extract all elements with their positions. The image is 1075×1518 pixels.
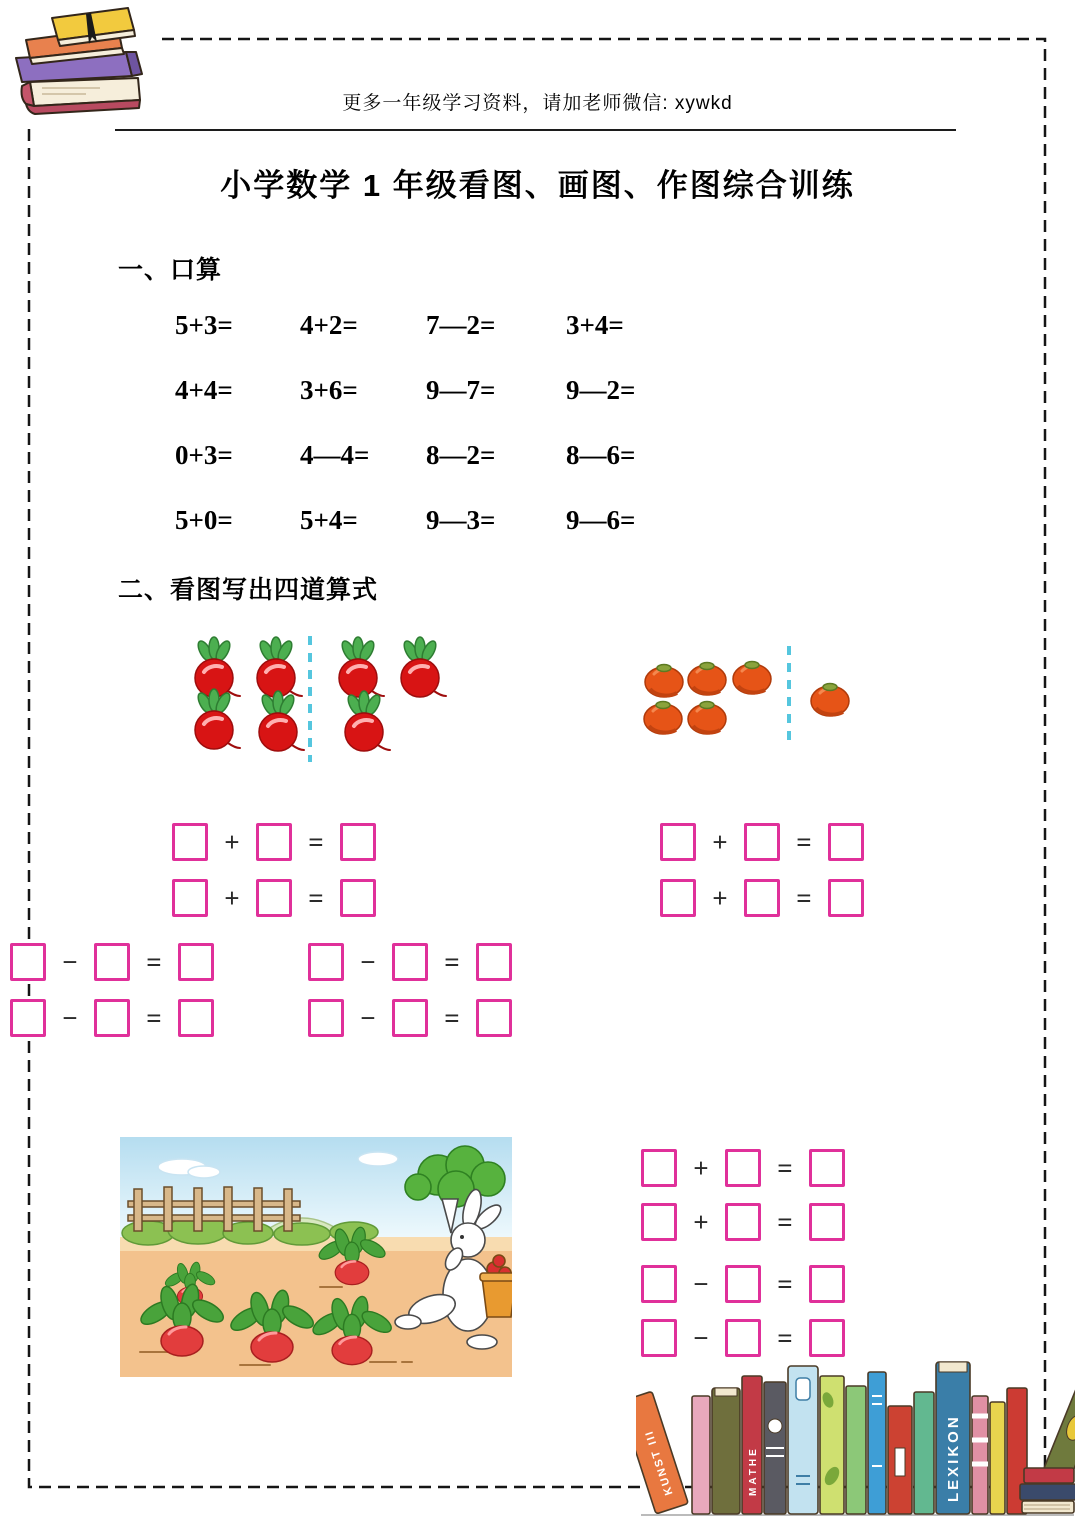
answer-box[interactable] [94, 943, 130, 981]
answer-box[interactable] [641, 1149, 677, 1187]
radish-icon [259, 691, 304, 751]
answer-box[interactable] [10, 943, 46, 981]
equation-row [660, 879, 864, 917]
tomato-icon [733, 662, 771, 695]
oral-problem: 3+4= [566, 310, 624, 340]
oral-problem: 4—4= [300, 440, 370, 470]
answer-box[interactable] [340, 823, 376, 861]
answer-box[interactable] [828, 879, 864, 917]
oral-problem: 5+0= [175, 505, 233, 535]
answer-box[interactable] [660, 823, 696, 861]
answer-box[interactable] [809, 1203, 845, 1241]
oral-problem: 5+4= [300, 505, 358, 535]
oral-problem: 9—6= [566, 505, 636, 535]
equation-row [641, 1149, 845, 1187]
equals-sign: = [777, 1153, 793, 1183]
answer-box[interactable] [10, 999, 46, 1037]
answer-box[interactable] [725, 1149, 761, 1187]
equals-sign: = [308, 827, 324, 857]
answer-box[interactable] [172, 879, 208, 917]
oral-problems-row [175, 310, 676, 341]
equation-row [641, 1265, 845, 1303]
section-2-heading: 二、看图写出四道算式 [118, 576, 379, 604]
answer-box[interactable] [476, 999, 512, 1037]
bookshelf-illustration [636, 1356, 1075, 1518]
equals-sign: = [777, 1269, 793, 1299]
equation-row [172, 823, 376, 861]
oral-problem: 8—2= [426, 440, 496, 470]
equation-row [660, 823, 864, 861]
oral-problem: 3+6= [300, 375, 358, 405]
tomato-icon [688, 663, 726, 696]
radish-picture [182, 634, 458, 766]
radish-icon [195, 637, 240, 697]
oral-problem: 4+2= [300, 310, 358, 340]
plus-sign: + [224, 883, 240, 913]
oral-problem: 9—3= [426, 505, 496, 535]
oral-problems-row [175, 440, 676, 471]
equation-row [172, 879, 376, 917]
answer-box[interactable] [256, 879, 292, 917]
plus-sign: + [712, 827, 728, 857]
equals-sign: = [444, 1003, 460, 1033]
svg-text:LEXIKON: LEXIKON [945, 1414, 962, 1502]
leaning-book [1043, 1383, 1075, 1482]
answer-box[interactable] [809, 1265, 845, 1303]
answer-box[interactable] [340, 879, 376, 917]
equation-row [308, 999, 512, 1037]
oral-problem: 7—2= [426, 310, 496, 340]
tomato-icon [645, 665, 683, 698]
equation-group-tomato-addition [660, 823, 864, 917]
garden-picture [120, 1137, 512, 1377]
answer-box[interactable] [172, 823, 208, 861]
oral-problems-row [175, 505, 676, 536]
equals-sign: = [146, 947, 162, 977]
answer-box[interactable] [392, 943, 428, 981]
tomato-icon [688, 702, 726, 735]
answer-box[interactable] [178, 943, 214, 981]
tomato-icon [811, 684, 849, 717]
oral-problem: 8—6= [566, 440, 636, 470]
equation-row [308, 943, 512, 981]
answer-box[interactable] [392, 999, 428, 1037]
answer-box[interactable] [641, 1203, 677, 1241]
oral-problem: 5+3= [175, 310, 233, 340]
svg-text:MATHE: MATHE [748, 1446, 759, 1496]
answer-box[interactable] [94, 999, 130, 1037]
radish-icon [195, 689, 240, 749]
radish-icon [345, 691, 390, 751]
radish-icon [401, 637, 446, 697]
answer-box[interactable] [641, 1265, 677, 1303]
minus-sign: − [693, 1269, 709, 1299]
oral-problem: 4+4= [175, 375, 233, 405]
answer-box[interactable] [308, 999, 344, 1037]
section-1-heading: 一、口算 [118, 256, 223, 284]
equation-row [10, 943, 214, 981]
equation-row [10, 999, 214, 1037]
answer-box[interactable] [744, 823, 780, 861]
oral-problems-row [175, 375, 676, 406]
answer-box[interactable] [725, 1203, 761, 1241]
svg-text:KUNST III: KUNST III [642, 1428, 676, 1497]
answer-box[interactable] [641, 1319, 677, 1357]
answer-box[interactable] [809, 1319, 845, 1357]
equation-row [641, 1319, 845, 1357]
plus-sign: + [693, 1207, 709, 1237]
minus-sign: − [360, 947, 376, 977]
answer-box[interactable] [809, 1149, 845, 1187]
equation-row [641, 1203, 845, 1241]
equation-group-radish-addition [172, 823, 376, 917]
minus-sign: − [360, 1003, 376, 1033]
radish-icon [339, 637, 384, 697]
equation-group-radish-subtraction [10, 943, 214, 1037]
radish-icon [257, 637, 302, 697]
header-rule [115, 129, 956, 131]
equation-group-tomato-subtraction [308, 943, 512, 1037]
minus-sign: − [62, 1003, 78, 1033]
header-note: 更多一年级学习资料，请加老师微信: xywkd [342, 93, 733, 114]
oral-problem: 9—2= [566, 375, 636, 405]
oral-problem: 0+3= [175, 440, 233, 470]
leaning-book [636, 1391, 688, 1514]
minus-sign: − [62, 947, 78, 977]
answer-box[interactable] [725, 1265, 761, 1303]
answer-box[interactable] [256, 823, 292, 861]
equals-sign: = [777, 1207, 793, 1237]
answer-box[interactable] [308, 943, 344, 981]
answer-box[interactable] [660, 879, 696, 917]
equation-group-garden [641, 1149, 845, 1357]
plus-sign: + [224, 827, 240, 857]
equals-sign: = [308, 883, 324, 913]
plus-sign: + [693, 1153, 709, 1183]
tomato-icon [644, 702, 682, 735]
equals-sign: = [777, 1323, 793, 1353]
answer-box[interactable] [178, 999, 214, 1037]
answer-box[interactable] [725, 1319, 761, 1357]
equals-sign: = [444, 947, 460, 977]
minus-sign: − [693, 1323, 709, 1353]
equals-sign: = [796, 827, 812, 857]
equals-sign: = [796, 883, 812, 913]
oral-problem: 9—7= [426, 375, 496, 405]
tomato-picture [638, 646, 910, 750]
plus-sign: + [712, 883, 728, 913]
answer-box[interactable] [744, 879, 780, 917]
answer-box[interactable] [828, 823, 864, 861]
equals-sign: = [146, 1003, 162, 1033]
page-title: 小学数学 1 年级看图、画图、作图综合训练 [220, 168, 855, 203]
answer-box[interactable] [476, 943, 512, 981]
